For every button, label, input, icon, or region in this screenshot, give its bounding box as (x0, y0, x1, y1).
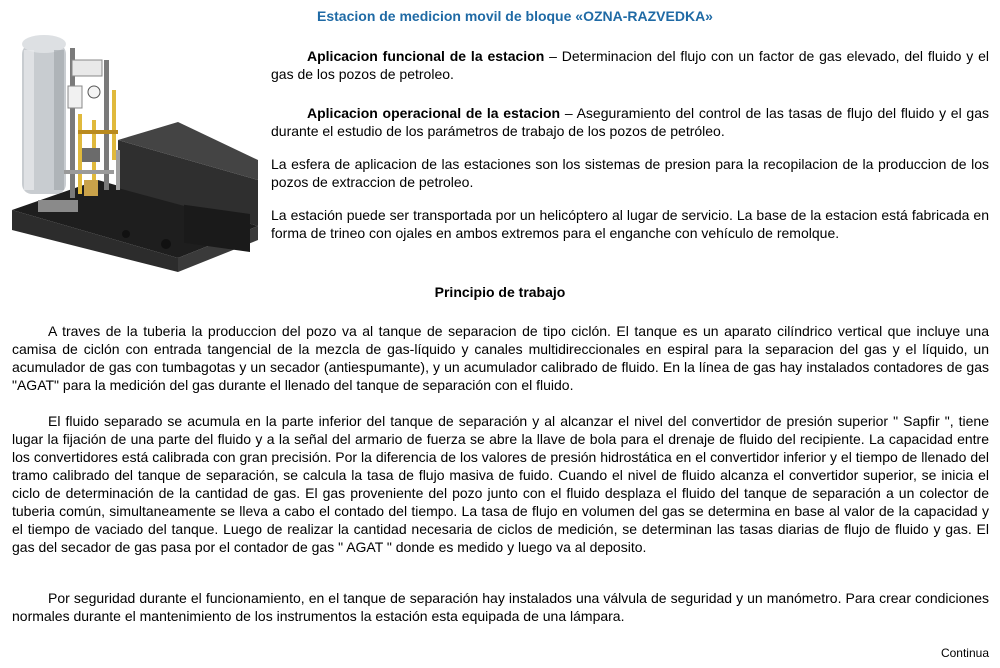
principle-heading: Principio de trabajo (434, 284, 566, 300)
intro-operational-text: – Aseguramiento del control de las tasas de flujo del fluido y el gas durante el estudio de los parámetros de trabajo de los pozos de petróleo. (271, 105, 989, 139)
principle-paragraph-3: Por seguridad durante el funcionamiento, en el tanque de separación hay instalados una válvula de seguridad y un manómetro. Para crear condiciones normales durante el mantenimiento de los instrumentos la estación esta equipada de una lámpara. (12, 590, 989, 624)
intro-functional (271, 47, 989, 83)
continue-link[interactable]: Continua (940, 646, 989, 660)
station-photo (8, 30, 262, 272)
transport-paragraph: La estación puede ser transportada por un helicóptero al lugar de servicio. La base de la estacion está fabricada en forma de trineo con ojales en ambos extremos para el enganche con vehículo de remolque. (271, 207, 989, 241)
intro-operational (271, 104, 989, 140)
intro-functional-text: – Determinacion del flujo con un factor de gas elevado, del fluido y el gas de los pozos de petroleo. (271, 48, 989, 82)
principle-paragraph-2: El fluido separado se acumula en la parte inferior del tanque de separación y al alcanzar el nivel del convertidor de presión superior " Sapfir ", tiene lugar la fijación de una parte del fluido y a la señal del armario de fuerza se abre la llave de bola para el drenaje de fluido del recipiente. La capacidad entre los convertidores está calibrada con gran precisión. Por la diferencia de los valores de presión hidrostática en el convertidor inferior y el tiempo de llenado del tramo calibrado del tanque de separación, se calcula la tasa de flujo masiva de fuido. Cuando el nivel de fluido alcanza el convertidor superior, se inicia el ciclo de determinación de la cantidad de gas. El gas proveniente del pozo junto con el fluido desplaza el fluido del tanque de separación a un colector de tuberia común, simultaneamente se lleva a cabo el contado del tiempo. La tasa de flujo en volumen del gas se determina en base al valor de la capacidad y el tiempo de vaciado del tanque. Luego de realizar la cantidad necesaria de ciclos de medición, se determinan las tasas diarias de flujo de fluido y gas. El gas del secador de gas pasa por el contador de gas " AGAT " donde es medido y luego va al deposito. (12, 413, 989, 555)
page-title: Estacion de medicion movil de bloque «OZNA-RAZVEDKA» (317, 8, 713, 24)
principle-paragraph-1: A traves de la tuberia la produccion del pozo va al tanque de separacion de tipo ciclón. El tanque es un aparato cilíndrico vertical que incluye una camisa de ciclón con entrada tangencial de la mezcla de gas-líquido y canales multidireccionales en espiral para la separacion del gas y el líquido, un acumulador de gas con tumbagotas y un secador (antiespumante), y un acumulador calibrado de fluido. En la línea de gas hay instalados contadores de gas "AGAT" para la medición del gas durante el llenado del tanque de separación con el fluido. (12, 323, 989, 393)
scope-paragraph: La esfera de aplicacion de las estaciones son los sistemas de presion para la recopilacion de la produccion de los pozos de extraccion de petroleo. (271, 156, 989, 190)
intro-operational-label: Aplicacion operacional de la estacion (307, 105, 561, 121)
intro-functional-label: Aplicacion funcional de la estacion (307, 48, 545, 64)
